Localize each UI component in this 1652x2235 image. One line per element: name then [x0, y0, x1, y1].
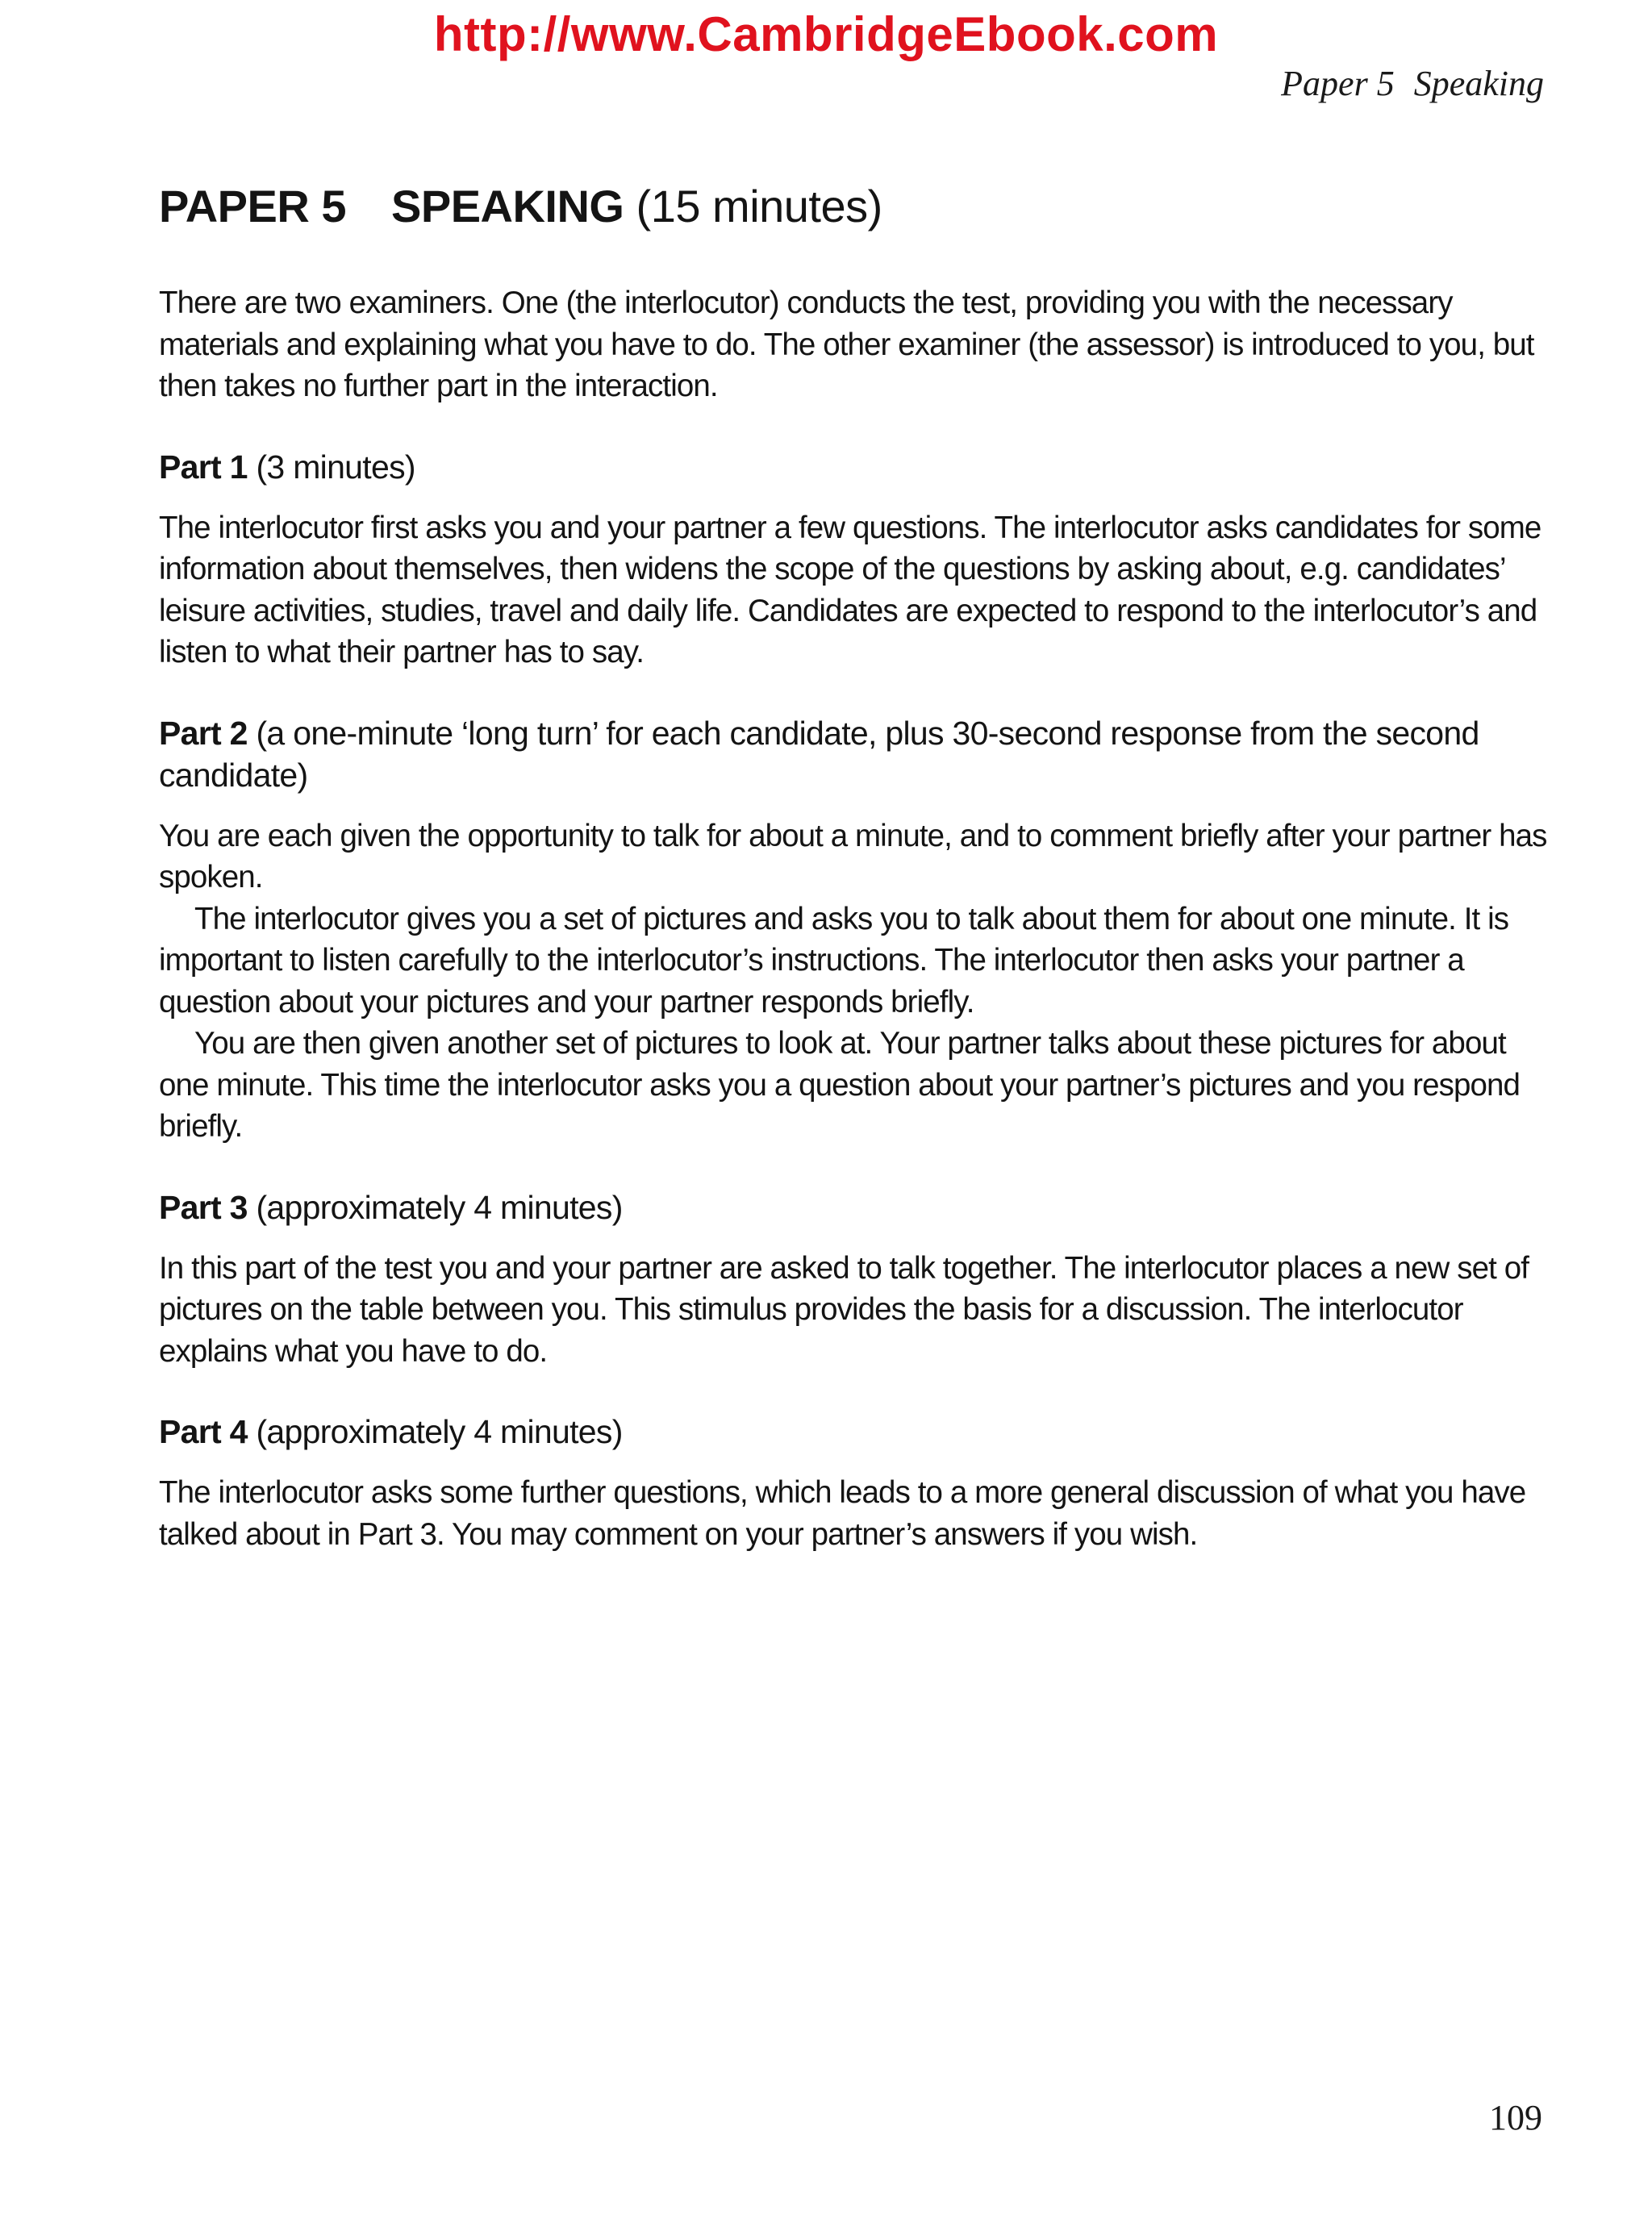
- body-paragraph: You are then given another set of pictures to look at. Your partner talks about these pictures for about one minute. This time the interlocutor asks you a question about your partner’s pictures and you respond briefly.: [159, 1026, 1520, 1144]
- running-head-paper: Paper 5: [1281, 64, 1395, 103]
- watermark-url: http://www.CambridgeEbook.com: [433, 7, 1219, 61]
- title-paper: PAPER 5: [159, 181, 346, 231]
- section-label: Part 3: [159, 1188, 248, 1226]
- running-head-section: Speaking: [1413, 64, 1544, 103]
- body-paragraph: In this part of the test you and your partner are asked to talk together. The interlocutor places a new set of pictures on the table between you. This stimulus provides the basis for a discussion. The interlocutor explains what you have to do.: [159, 1250, 1529, 1369]
- section-duration: (a one-minute ‘long turn’ for each candidate, plus 30-second response from the second candidate): [159, 714, 1479, 794]
- section-part-2: [159, 712, 1554, 1148]
- section-duration: (3 minutes): [256, 448, 415, 486]
- running-head: [1281, 63, 1544, 104]
- section-heading: [159, 1411, 1554, 1453]
- body-paragraph: The interlocutor first asks you and your partner a few questions. The interlocutor asks candidates for some information about themselves, then widens the scope of the questions by asking about, e.g. candidates’ leisure activities, studies, travel and daily life. Candidates are expected to respond to the interlocutor’s and listen to what their partner has to say.: [159, 510, 1541, 669]
- page-number: 109: [1489, 2098, 1542, 2137]
- section-duration: (approximately 4 minutes): [256, 1413, 623, 1450]
- section-label: Part 2: [159, 714, 248, 752]
- body-paragraph: You are each given the opportunity to talk for about a minute, and to comment briefly after your partner has spoken.: [159, 818, 1547, 894]
- section-heading: [159, 1186, 1554, 1228]
- title-name: SPEAKING: [390, 181, 624, 231]
- section-label: Part 4: [159, 1413, 248, 1450]
- body-paragraph: The interlocutor gives you a set of pictures and asks you to talk about them for about one minute. It is important to listen carefully to the interlocutor’s instructions. The interlocutor then asks your partner a question about your pictures and your partner responds briefly.: [159, 901, 1509, 1020]
- section-label: Part 1: [159, 448, 248, 486]
- section-heading: [159, 712, 1554, 796]
- body-paragraph: The interlocutor asks some further questions, which leads to a more general discussion of what you have talked about in Part 3. You may comment on your partner’s answers if you wish.: [159, 1475, 1526, 1552]
- intro-paragraph: There are two examiners. One (the interlocutor) conducts the test, providing you with the necessary materials and explaining what you have to do. The other examiner (the assessor) is introduced to you, but then takes no further part in the interaction.: [159, 286, 1534, 403]
- section-heading: [159, 446, 1554, 488]
- section-part-1: [159, 446, 1554, 673]
- section-duration: (approximately 4 minutes): [256, 1188, 623, 1226]
- page-content: [159, 177, 1554, 1555]
- title-duration: (15 minutes): [636, 181, 882, 231]
- page-title: [159, 177, 1554, 236]
- section-part-3: [159, 1186, 1554, 1373]
- section-part-4: [159, 1411, 1554, 1555]
